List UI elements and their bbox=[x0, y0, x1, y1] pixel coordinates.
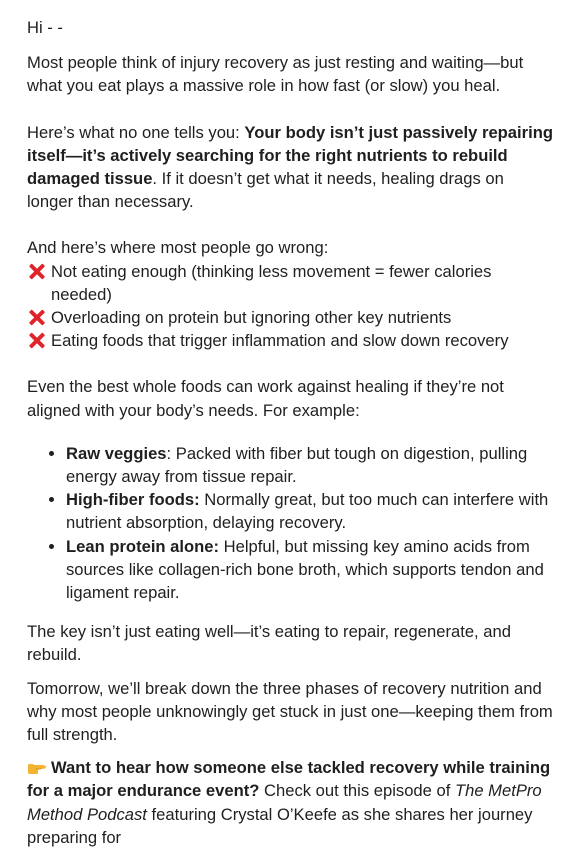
list-item bbox=[66, 488, 553, 534]
intro-paragraph: Most people think of injury recovery as just resting and waiting—but what you eat plays a massive role in how fast (or slow) you heal. bbox=[27, 53, 524, 96]
cta-text: Check out this episode of bbox=[259, 781, 455, 801]
pointing-hand-icon bbox=[27, 759, 47, 775]
example-term: Lean protein alone: bbox=[66, 536, 220, 556]
secret-tail: . If it doesn’t get what it needs, healing drags on longer than necessary. bbox=[27, 169, 504, 212]
example-text: Helpful, but missing key amino acids from sources like collagen-rich bone broth, which supports tendon and ligament repair. bbox=[66, 536, 544, 603]
mistake-item bbox=[27, 260, 553, 306]
cta-text-continued: featuring Crystal O’Keefe as she shares her journey preparing for bbox=[27, 804, 533, 847]
cta-paragraph bbox=[27, 756, 553, 849]
list-item bbox=[66, 535, 553, 605]
example-text: : Packed with fiber but tough on digestion, pulling energy away from tissue repair. bbox=[66, 443, 528, 487]
list-item bbox=[66, 442, 553, 488]
whole-foods-paragraph: Even the best whole foods can work against healing if they’re not aligned with your body’s needs. For example: bbox=[27, 377, 504, 420]
mistake-item bbox=[27, 329, 553, 352]
secret-bold: Your body isn’t just passively repairing itself—it’s actively searching for the right nutrients to rebuild damaged tissue bbox=[27, 122, 553, 189]
mistake-item bbox=[27, 306, 553, 329]
greeting: Hi - - bbox=[27, 18, 63, 37]
tomorrow-paragraph: Tomorrow, we’ll break down the three phases of recovery nutrition and why most people unknowingly get stuck in just one—keeping them from full strength. bbox=[27, 678, 553, 745]
example-text: Normally great, but too much can interfere with nutrient absorption, delaying recovery. bbox=[66, 490, 549, 533]
cross-mark-icon bbox=[27, 329, 46, 352]
secret-lead: Here’s what no one tells you: bbox=[27, 122, 245, 142]
mistake-text: Overloading on protein but ignoring other key nutrients bbox=[51, 308, 452, 328]
example-term: Raw veggies bbox=[66, 443, 167, 463]
cta-bold: Want to hear how someone else tackled recovery while training for a major endurance event? bbox=[27, 758, 551, 801]
mistakes-intro: And here’s where most people go wrong: bbox=[27, 238, 329, 258]
key-paragraph: The key isn’t just eating well—it’s eating to repair, regenerate, and rebuild. bbox=[27, 622, 511, 665]
cross-mark-icon bbox=[27, 306, 46, 329]
secret-paragraph bbox=[27, 121, 553, 214]
mistake-text: Not eating enough (thinking less movement = fewer calories needed) bbox=[51, 261, 492, 304]
mistake-text: Eating foods that trigger inflammation and slow down recovery bbox=[51, 331, 509, 351]
cross-mark-icon bbox=[27, 260, 46, 283]
examples-list bbox=[27, 442, 553, 604]
example-term: High-fiber foods: bbox=[66, 490, 200, 510]
podcast-title: The MetPro Method Podcast bbox=[27, 781, 542, 824]
